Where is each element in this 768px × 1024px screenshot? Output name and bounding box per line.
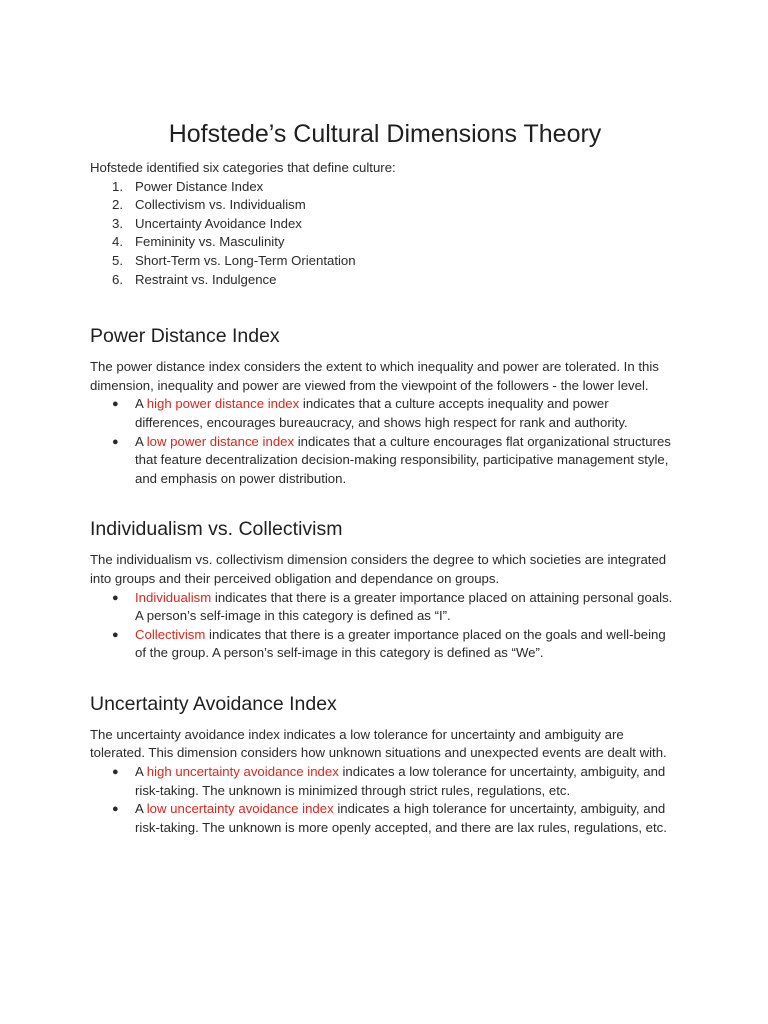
bullet-list-uncertainty-avoidance [90, 763, 680, 837]
bullet-item [90, 626, 680, 663]
intro-text: Hofstede identified six categories that define culture: [90, 160, 396, 175]
bullet-prefix: A [135, 764, 147, 780]
list-number: 1. [112, 178, 123, 194]
list-item-text: Power Distance Index [135, 178, 264, 194]
bullet-item [90, 800, 680, 837]
list-item-text: Femininity vs. Masculinity [135, 234, 285, 250]
list-item-text: Short-Term vs. Long-Term Orientation [135, 252, 356, 268]
highlight-term: high power distance index [146, 396, 300, 412]
section-paragraph-individualism: The individualism vs. collectivism dimension considers the degree to which societies are integrated into groups and their perceived obligation and dependance on groups. [90, 552, 667, 586]
list-item [90, 178, 680, 197]
list-item [90, 196, 680, 215]
page-title: Hofstede’s Cultural Dimensions Theory [168, 120, 602, 148]
bullet-item [90, 589, 680, 626]
list-number: 5. [112, 252, 123, 268]
list-number: 3. [112, 215, 123, 231]
bullet-prefix: A [135, 433, 147, 449]
bullet-dot-icon: ● [112, 803, 119, 816]
highlight-term: Collectivism [135, 626, 206, 642]
bullet-text: indicates that there is a greater importance placed on the goals and well-being of the group. A person’s self-image in this category is defined as “We”. [135, 626, 666, 661]
bullet-dot-icon: ● [112, 628, 119, 641]
highlight-term: high uncertainty avoidance index [146, 764, 339, 780]
section-heading-individualism: Individualism vs. Collectivism [90, 518, 343, 541]
bullet-dot-icon: ● [112, 435, 119, 448]
list-item-text: Uncertainty Avoidance Index [135, 215, 302, 231]
list-item [90, 215, 680, 234]
list-item-text: Collectivism vs. Individualism [135, 197, 306, 213]
list-item [90, 271, 680, 290]
bullet-prefix: A [135, 801, 147, 817]
document-page [90, 0, 680, 837]
bullet-list-individualism [90, 589, 680, 663]
bullet-text: indicates that a culture accepts inequality and power differences, encourages bureaucracy, and shows high respect for rank and authority. [135, 396, 628, 430]
section-paragraph-uncertainty-avoidance: The uncertainty avoidance index indicates a low tolerance for uncertainty and ambiguity are tolerated. This dimension considers how unknown situations and unexpected events are dealt with. [90, 726, 667, 761]
list-number: 4. [112, 234, 123, 250]
bullet-item [90, 433, 680, 489]
bullet-dot-icon: ● [112, 591, 119, 604]
bullet-text: indicates that a culture encourages flat organizational structures that feature decentralization decision-making responsibility, participative management style, and emphasis on power distribution. [135, 433, 671, 486]
highlight-term: low uncertainty avoidance index [146, 801, 334, 817]
list-item [90, 252, 680, 271]
bullet-text: indicates that there is a greater importance placed on attaining personal goals. A person’s self-image in this category is defined as “I”. [135, 589, 673, 624]
highlight-term: low power distance index [146, 433, 295, 449]
section-heading-uncertainty-avoidance: Uncertainty Avoidance Index [90, 692, 337, 715]
section-heading-power-distance: Power Distance Index [90, 325, 280, 348]
list-number: 6. [112, 271, 123, 287]
bullet-list-power-distance [90, 395, 680, 488]
section-paragraph-power-distance: The power distance index considers the extent to which inequality and power are tolerated. In this dimension, inequality and power are viewed from the viewpoint of the followers - the lower level. [90, 359, 659, 393]
bullet-text: indicates a low tolerance for uncertainty, ambiguity, and risk-taking. The unknown is minimized through strict rules, regulations, etc. [135, 764, 666, 798]
highlight-term: Individualism [135, 589, 212, 605]
bullet-item [90, 395, 680, 432]
list-number: 2. [112, 197, 123, 213]
categories-list [90, 178, 680, 290]
bullet-prefix: A [135, 396, 147, 412]
bullet-item [90, 763, 680, 800]
bullet-dot-icon: ● [112, 766, 119, 779]
bullet-text: indicates a high tolerance for uncertainty, ambiguity, and risk-taking. The unknown is more openly accepted, and there are lax rules, regulations, etc. [135, 801, 667, 835]
list-item [90, 233, 680, 252]
list-item-text: Restraint vs. Indulgence [135, 271, 277, 287]
bullet-dot-icon: ● [112, 398, 119, 411]
